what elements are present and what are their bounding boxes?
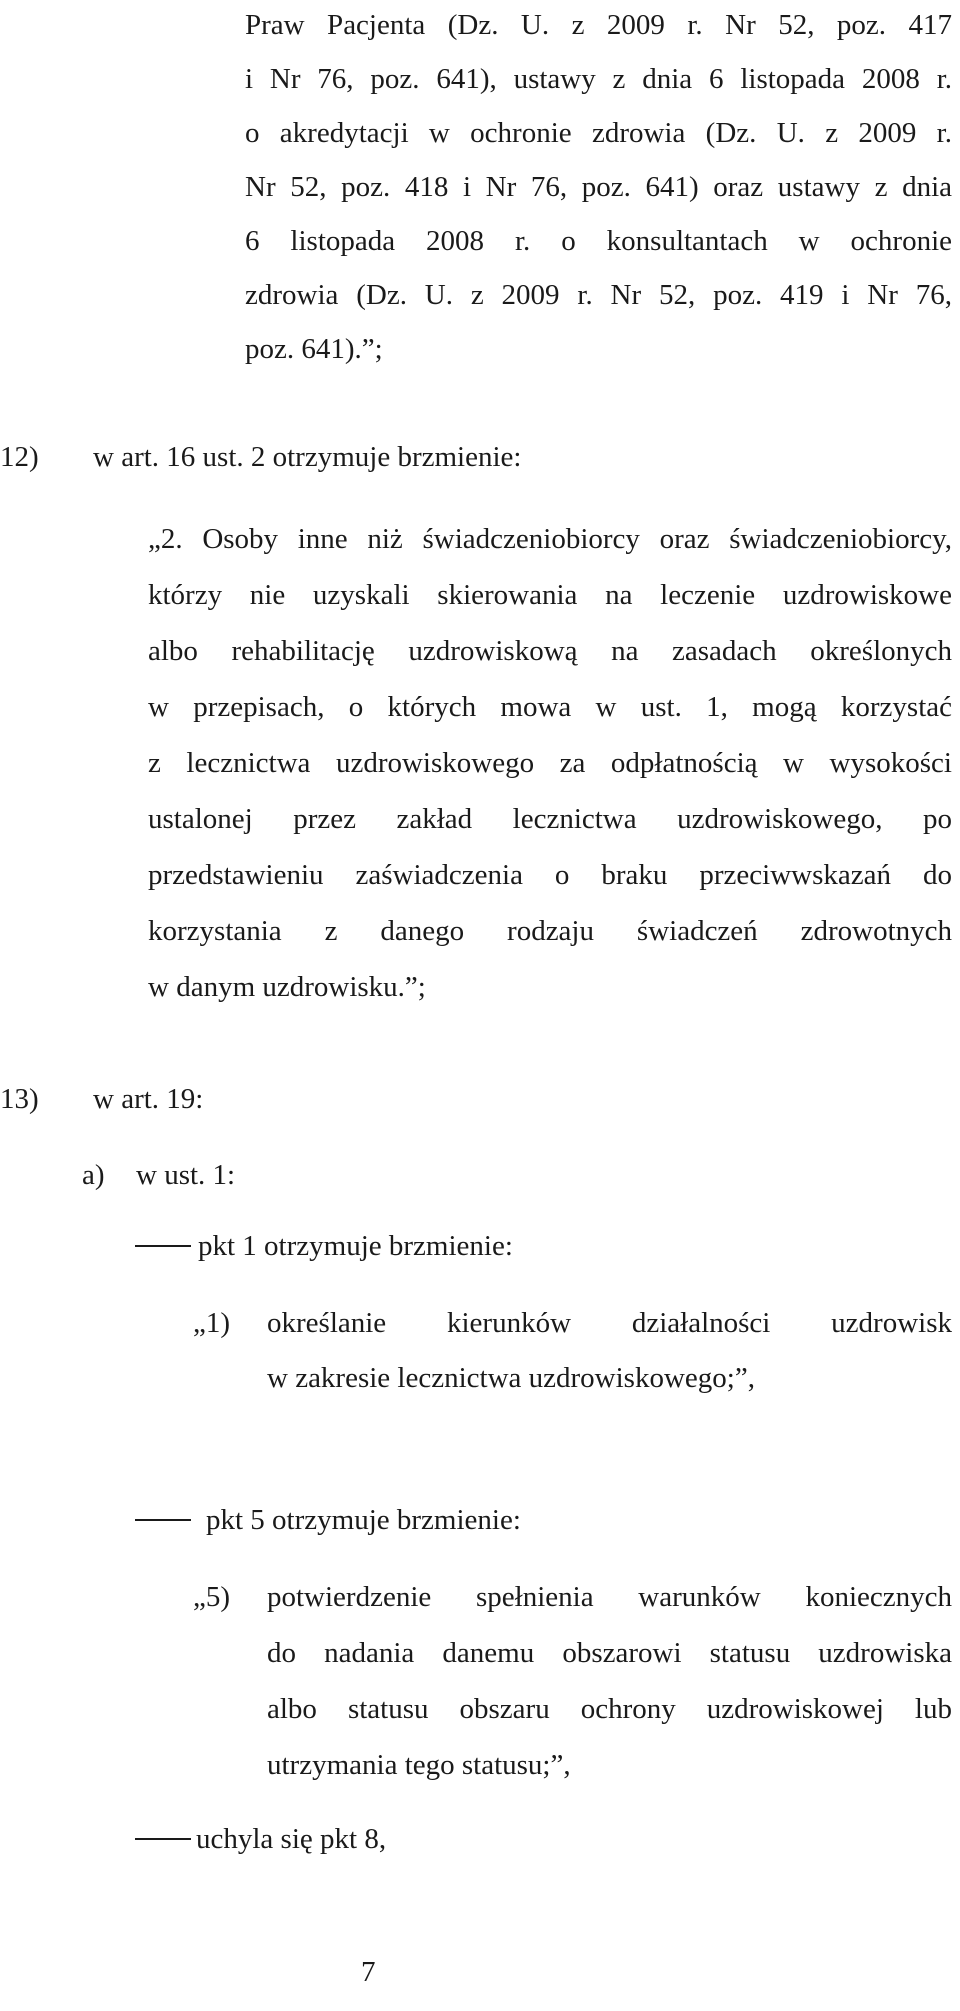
sub-text: w ust. 1:	[136, 1159, 236, 1191]
intro-line: Praw Pacjenta (Dz. U. z 2009 r. Nr 52, poz. 417	[245, 9, 952, 41]
item-text: w art. 19:	[93, 1083, 204, 1115]
page-number: 7	[361, 1956, 376, 1988]
quote-line: „2. Osoby inne niż świadczeniobiorcy oraz świadczeniobiorcy,	[148, 523, 952, 555]
quote-line: albo rehabilitację uzdrowiskową na zasadach określonych	[148, 635, 952, 667]
quote-line: którzy nie uzyskali skierowania na leczenie uzdrowiskowe	[148, 579, 952, 611]
tiret-text: uchyla się pkt 8,	[196, 1823, 387, 1855]
quote-line: potwierdzenie spełnienia warunków koniecznych	[267, 1581, 952, 1613]
item-number: 12)	[0, 441, 39, 473]
tiret-text: pkt 1 otrzymuje brzmienie:	[198, 1230, 513, 1262]
quote-line: ustalonej przez zakład lecznictwa uzdrowiskowego, po	[148, 803, 952, 835]
item-text: w art. 16 ust. 2 otrzymuje brzmienie:	[93, 441, 522, 473]
quote-number: „1)	[193, 1307, 231, 1339]
quote-line: albo statusu obszaru ochrony uzdrowiskowej lub	[267, 1693, 952, 1725]
quote-line: korzystania z danego rodzaju świadczeń zdrowotnych	[148, 915, 952, 947]
intro-line: 6 listopada 2008 r. o konsultantach w ochronie	[245, 225, 952, 257]
item-number: 13)	[0, 1083, 39, 1115]
sub-letter: a)	[82, 1159, 105, 1191]
tiret-text: pkt 5 otrzymuje brzmienie:	[206, 1504, 521, 1536]
quote-line: z lecznictwa uzdrowiskowego za odpłatnością w wysokości	[148, 747, 952, 779]
intro-line: poz. 641).”;	[245, 333, 383, 365]
intro-line: Nr 52, poz. 418 i Nr 76, poz. 641) oraz ustawy z dnia	[245, 171, 952, 203]
quote-line: określanie kierunków działalności uzdrowisk	[267, 1307, 952, 1339]
quote-line: w danym uzdrowisku.”;	[148, 971, 426, 1003]
intro-line: o akredytacji w ochronie zdrowia (Dz. U. z 2009 r.	[245, 117, 952, 149]
dash-marker	[135, 1519, 191, 1521]
quote-line: utrzymania tego statusu;”,	[267, 1749, 571, 1781]
quote-line: do nadania danemu obszarowi statusu uzdrowiska	[267, 1637, 952, 1669]
dash-marker	[135, 1838, 191, 1840]
quote-line: w zakresie lecznictwa uzdrowiskowego;”,	[267, 1362, 755, 1394]
quote-line: w przepisach, o których mowa w ust. 1, mogą korzystać	[148, 691, 952, 723]
dash-marker	[135, 1245, 191, 1247]
intro-line: i Nr 76, poz. 641), ustawy z dnia 6 listopada 2008 r.	[245, 63, 952, 95]
quote-line: przedstawieniu zaświadczenia o braku przeciwwskazań do	[148, 859, 952, 891]
intro-line: zdrowia (Dz. U. z 2009 r. Nr 52, poz. 419 i Nr 76,	[245, 279, 952, 311]
quote-number: „5)	[193, 1581, 231, 1613]
